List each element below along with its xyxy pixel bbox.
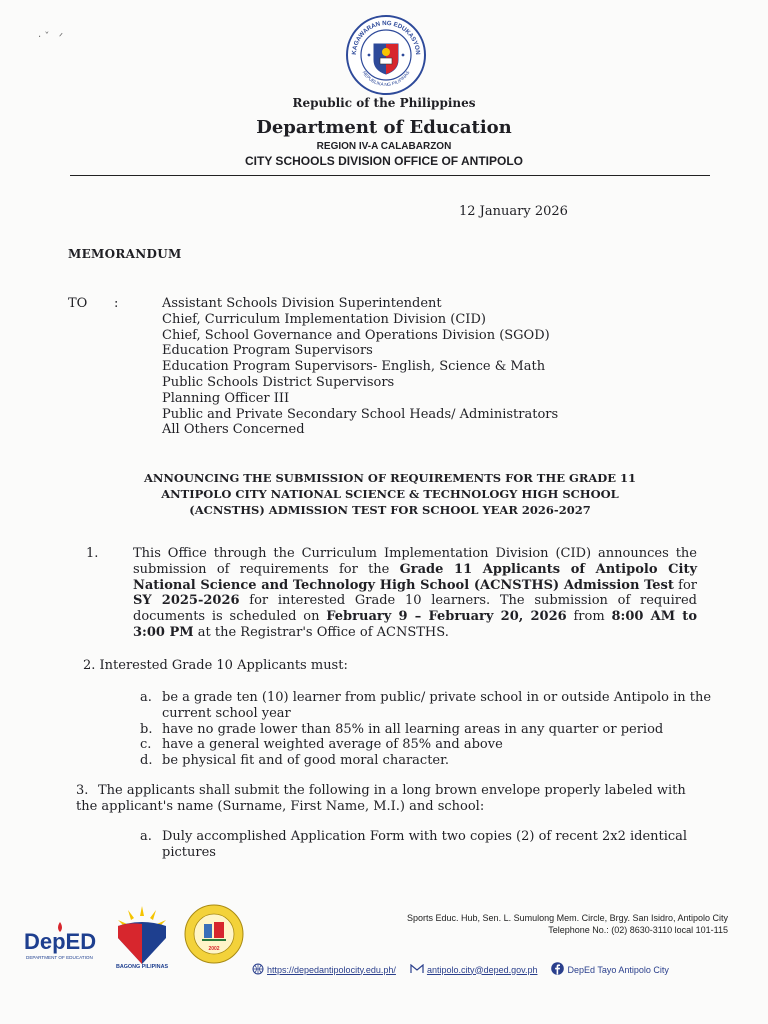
paragraph-bold: 8:00 AM to 3:00 PM [133,609,697,640]
list-text: be physical fit and of good moral character. [162,753,450,769]
seal-top-text: KAGAWARAN NG EDUKASYON [350,19,422,55]
paragraph-2: 2. Interested Grade 10 Applicants must: [83,658,348,673]
deped-logo-sub: DEPARTMENT OF EDUCATION [26,955,93,960]
paragraph-number: 1. [86,546,99,561]
mail-icon [410,964,424,976]
paragraph-bold: SY 2025-2026 [133,593,240,609]
to-label: TO [68,296,88,311]
memo-label: MEMORANDUM [68,247,182,261]
list-letter: a. [140,829,152,844]
paragraph-1 [133,546,697,641]
facebook-link[interactable]: DepEd Tayo Antipolo City [567,964,669,975]
header-office: CITY SCHOOLS DIVISION OFFICE OF ANTIPOLO [244,154,523,168]
recipient-list [162,296,558,438]
subject-line: (ACNSTHS) ADMISSION TEST FOR SCHOOL YEAR 2026-2027 [189,503,591,517]
list-item [140,753,720,769]
globe-icon [252,963,264,977]
list-text: Duly accomplished Application Form with two copies (2) of recent 2x2 identical pictures [162,829,688,860]
recipient-item: Public and Private Secondary School Heads/ Administrators [162,406,559,422]
list-text: be a grade ten (10) learner from public/ private school in or outside Antipolo in the current school year [162,690,712,721]
list-item [140,737,720,753]
paragraph-bold: Grade 11 Applicants of Antipolo City National Science and Technology High School (ACNSTHS) Admission Test [133,561,697,593]
footer-address-block [300,913,728,936]
paragraph-text: for interested Grade 10 learners. The submission of required documents is scheduled on [133,593,698,625]
paragraph-bold: February 9 – February 20, 2026 [326,609,567,625]
footer-address: Sports Educ. Hub, Sen. L. Sumulong Mem. Circle, Brgy. San Isidro, Antipolo City [407,913,728,923]
paragraph-3 [76,783,700,815]
paragraph-text: for [673,577,697,593]
recipient-item: Assistant Schools Division Superintendent [162,296,442,311]
website-link[interactable]: https://depedantipolocity.edu.ph/ [267,964,396,975]
recipient-item: Public Schools District Supervisors [162,374,395,390]
paragraph-text: The applicants shall submit the following in a long brown envelope properly labeled with the applicant's name (Surname, First Name, M.I.) and school: [76,783,686,814]
memo-subject [100,470,680,518]
bagong-pilipinas-logo-icon [108,904,176,970]
paragraph-text: This Office through the Curriculum Implementation Division (CID) announces the submission of requirements for the [133,546,697,577]
list-letter: b. [140,721,153,737]
recipient-item: All Others Concerned [162,422,305,438]
recipient-item: Planning Officer III [162,390,290,406]
recipient-item: Education Program Supervisors- English, Science & Math [162,359,546,375]
deped-seal-icon [345,14,427,96]
header-region: REGION IV-A CALABARZON [316,141,452,152]
division-seal-icon [184,904,244,964]
subject-line: ANNOUNCING THE SUBMISSION OF REQUIREMENTS FOR THE GRADE 11 [143,471,637,485]
paragraph-text: from [566,609,612,625]
email-link[interactable]: antipolo.city@deped.gov.ph [426,964,538,975]
footer-contacts [252,962,669,977]
subject-line: ANTIPOLO CITY NATIONAL SCIENCE & TECHNOLOGY HIGH SCHOOL [161,487,619,501]
header-department: Department of Education [256,117,512,138]
footer-telephone: Telephone No.: (02) 8630-3110 local 101-115 [548,924,728,935]
list-text: have a general weighted average of 85% and above [162,737,503,753]
facebook-icon [551,962,564,977]
list-letter: c. [140,737,152,753]
list-text: have no grade lower than 85% in all learning areas in any quarter or period [162,721,664,737]
memo-date: 12 January 2026 [459,204,568,219]
seal-year-text: 2002 [208,946,220,952]
list-item [140,690,720,722]
submission-list [140,829,710,861]
header-divider [70,175,710,176]
seal-bottom-text: REPUBLIKA NG PILIPINAS [361,70,411,88]
requirements-list [140,690,720,769]
deped-logo-icon [22,918,104,964]
paragraph-text: at the Registrar's Office of ACNSTHS. [193,624,449,640]
bagong-pilipinas-text: BAGONG PILIPINAS [115,964,169,970]
list-letter: d. [140,753,153,769]
to-colon: : [114,296,119,311]
recipient-item: Chief, Curriculum Implementation Division (CID) [162,311,486,327]
scan-marks: ‧ ˇ ᐟ [38,32,64,43]
recipient-item: Education Program Supervisors [162,343,373,359]
deped-logo-text: DepED [24,929,97,954]
paragraph-number: 3. [76,783,89,798]
list-item [140,722,720,738]
list-item [140,829,710,861]
recipient-item: Chief, School Governance and Operations Division (SGOD) [162,327,550,343]
header-republic: Republic of the Philippines [292,96,476,110]
list-letter: a. [140,690,152,705]
